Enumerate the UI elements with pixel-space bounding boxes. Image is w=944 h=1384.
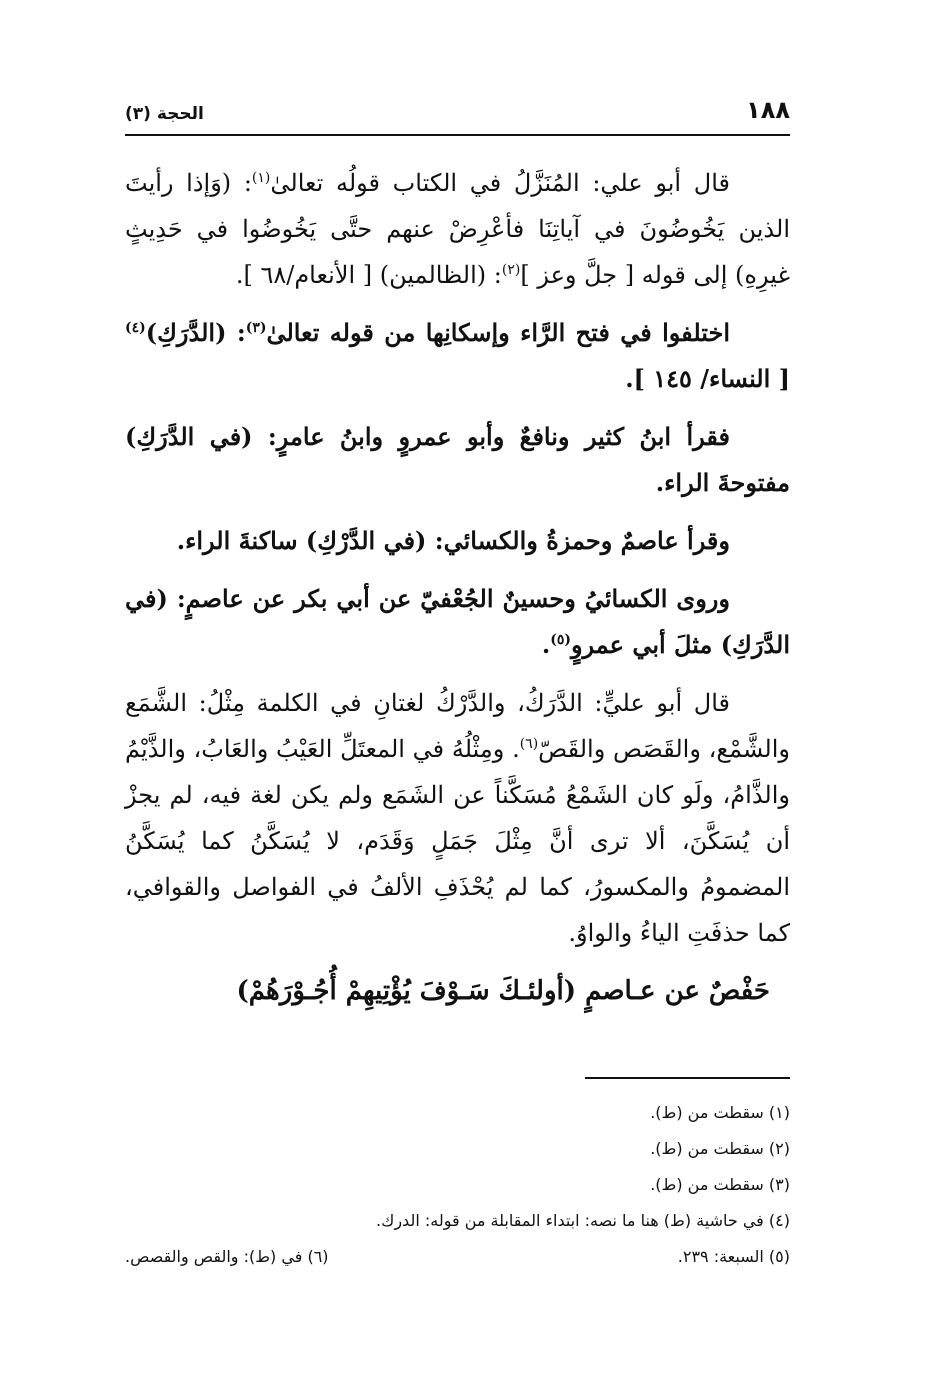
footnote-divider — [585, 1077, 790, 1079]
footnote-3: (٣) سقطت من (ط). — [650, 1175, 790, 1194]
paragraph-2-text-b: : (الدَّرَكِ) — [145, 318, 246, 347]
footnote-5: (٥) السبعة: ٢٣٩. — [677, 1247, 790, 1266]
footnote-ref-5: (٥) — [550, 632, 571, 648]
footnote-ref-6: (٦) — [519, 736, 539, 752]
paragraph-5 — [125, 576, 790, 668]
footnote-ref-3: (٣) — [245, 320, 267, 336]
paragraph-5-text-b: . — [541, 630, 551, 659]
paragraph-2 — [125, 310, 790, 402]
footnote-ref-1: (١) — [251, 170, 271, 186]
footnotes — [125, 1095, 790, 1275]
main-text — [125, 160, 790, 1014]
paragraph-6-text-a: قال أبو عليٍّ: الدَّرَكُ، والدَّرْكُ لغتانِ في الكلمة مِثْلُ: الشَّمَع والشَّمْع، والقَصَص والقَصّ — [125, 689, 791, 763]
paragraph-4: وقرأ عاصمٌ وحمزةُ والكسائي: (في الدَّرْكِ) ساكنةَ الراء. — [176, 526, 730, 555]
paragraph-5-text-a: وروى الكسائيُ وحسينٌ الجُعْفيّ عن أبي بكر عن عاصمٍ: (في الدَّرَكِ) مثلَ أبي عمروٍ — [125, 584, 790, 659]
paragraph-1-text-c: : (الظالمين) [ الأنعام/٦٨ ]. — [235, 261, 502, 289]
page-number: ١٨٨ — [746, 96, 790, 124]
paragraph-6 — [125, 680, 790, 956]
footnote-ref-4: (٤) — [125, 320, 146, 336]
recitation-heading: حَفْصٌ عن عـاصمٍ (أولئـكَ سَـوْفَ يُؤْتِيهِمْ أُجُـوْرَهُمْ) — [236, 976, 770, 1006]
footnote-1: (١) سقطت من (ط). — [650, 1103, 790, 1122]
paragraph-2-text-a: اختلفوا في فتح الرَّاء وإسكانِها من قوله تعالىٰ — [266, 318, 731, 347]
footnote-6: (٦) في (ط): والقص والقصص. — [125, 1247, 329, 1266]
footnote-ref-2: (٢) — [501, 262, 521, 278]
paragraph-1-text-a: قال أبو علي: المُنَزَّلُ في الكتاب قولُه تعالىٰ — [270, 169, 730, 197]
page-header — [125, 96, 790, 136]
footnote-row-5-6 — [125, 1239, 790, 1275]
footnote-2: (٢) سقطت من (ط). — [650, 1139, 790, 1158]
footnote-4: (٤) في حاشية (ط) هنا ما نصه: ابتداء المقابلة من قوله: الدرك. — [376, 1211, 790, 1230]
paragraph-1 — [125, 160, 790, 298]
paragraph-3: فقرأ ابنُ كثير ونافعٌ وأبو عمروٍ وابنُ عامرٍ: (في الدَّرَكِ) مفتوحةَ الراء. — [125, 422, 790, 497]
paragraph-1-text-b: : (وَإذا رأيتَ الذين يَخُوضُونَ في آياتِنَا فأعْرِضْ عنهم حتَّى يَخُوضُوا في حَدِيثٍ غيرِهِ) إلى قوله [ جلَّ وعز ] — [125, 169, 790, 289]
paragraph-6-text-b: . ومِثْلُهُ في المعتَلِّ العَيْبُ والعَابُ، والذَّيْمُ والذَّامُ، ولَو كان الشَمْعُ مُسَكَّناً عن الشَمَع ولم يكن لغة فيه، لم يجزْ أن يُسَكَّنَ، ألا ترى أنَّ مِثْلَ جَمَلٍ وَقَدَم، لا يُسَكَّنُ كما يُسَكَّنُ المضمومُ والمكسورُ، كما لم يُحْذَفِ الألفُ في الفواصل والقوافي، كما حذفَتِ الياءُ والواوُ. — [125, 735, 790, 947]
paragraph-2-text-c: [ النساء/ ١٤٥ ]. — [625, 364, 790, 393]
running-title: الحجة (٣) — [125, 104, 204, 124]
